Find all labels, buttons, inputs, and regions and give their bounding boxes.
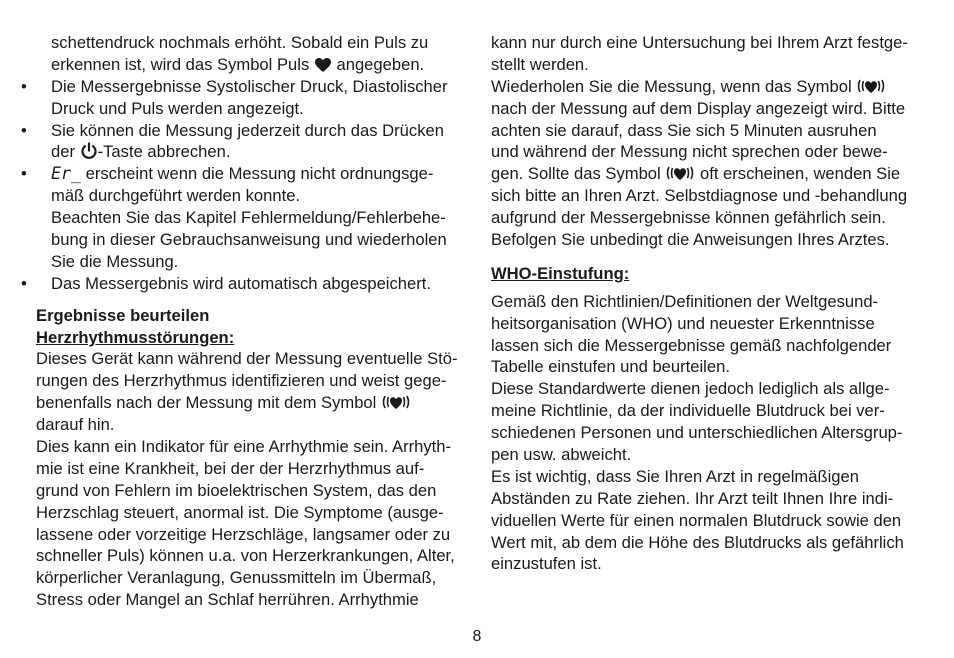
power-icon <box>80 142 98 160</box>
text-fragment: erkennen ist, wird das Symbol Puls <box>51 54 310 74</box>
text-line: pen usw. abweicht. <box>491 445 632 465</box>
text-line: achten sie darauf, dass Sie sich 5 Minuten ausruhen <box>491 120 877 140</box>
text-fragment: oft erscheinen, wenden Sie <box>699 164 901 184</box>
text-line: bung in dieser Gebrauchsanweisung und wiederholen <box>51 230 447 250</box>
text-line: aufgrund der Messergebnisse können gefährlich sein. <box>491 208 886 228</box>
text-line: lassene oder vorzeitige Herzschläge, langsamer oder zu <box>36 524 451 544</box>
text-line: heitsorganisation (WHO) und neuester Erkenntnisse <box>491 313 875 333</box>
text-line: nach der Messung auf dem Display angezeigt wird. Bitte <box>491 98 906 118</box>
text-line: Beachten Sie das Kapitel Fehlermeldung/Fehlerbehe- <box>51 208 446 228</box>
text-line: körperlicher Veranlagung, Genussmitteln im Übermaß, <box>36 568 437 588</box>
text-line: schiedenen Personen und unterschiedlichen Altersgrup- <box>491 423 903 443</box>
right-column <box>491 32 923 575</box>
text-line <box>491 163 923 185</box>
section-subheading: Herzrhythmusstörungen: <box>36 327 235 347</box>
bullet-item: • Das Messergebnis wird automatisch abgespeichert. <box>36 273 466 295</box>
text-line: stellt werden. <box>491 54 589 74</box>
text-fragment: Wiederholen Sie die Messung, wenn das Symbol <box>491 76 852 96</box>
text-line: kann nur durch eine Untersuchung bei Ihrem Arzt festge- <box>491 33 908 52</box>
text-line: Dieses Gerät kann während der Messung eventuelle Stö- <box>36 349 458 369</box>
text-line: grund von Fehlern im bioelektrischen System, das den <box>36 480 437 500</box>
text-line: schneller Puls) können u.a. von Herzerkrankungen, Alter, <box>36 546 455 566</box>
text-line: Es ist wichtig, dass Sie Ihren Arzt in regelmäßigen <box>491 466 859 486</box>
text-fragment: der <box>51 142 75 162</box>
text-line: Befolgen Sie unbedingt die Anweisungen Ihres Arztes. <box>491 230 890 250</box>
text-fragment: benenfalls nach der Messung mit dem Symbol <box>36 393 377 413</box>
page-number: 8 <box>472 628 482 645</box>
arrhythmia-icon <box>381 393 411 411</box>
text-fragment: erscheint wenn die Messung nicht ordnungsge- <box>85 164 434 184</box>
bullet-item: • Sie können die Messung jederzeit durch das Drücken <box>36 120 466 142</box>
text-line: lassen sich die Messergebnisse gemäß nachfolgender <box>491 335 892 355</box>
text-line: Tabelle einstufen und beurteilen. <box>491 357 730 377</box>
text-line: Wert mit, ab dem die Höhe des Blutdrucks als gefährlich <box>491 532 904 552</box>
section-subheading: WHO-Einstufung: <box>491 263 630 283</box>
text-line <box>36 54 466 76</box>
arrhythmia-icon <box>856 77 886 95</box>
text-fragment: angegeben. <box>336 54 425 74</box>
left-column <box>36 32 466 611</box>
text-line: sich bitte an Ihren Arzt. Selbstdiagnose und -behandlung <box>491 186 908 206</box>
arrhythmia-icon <box>665 164 695 182</box>
text-line: Abständen zu Rate ziehen. Ihr Arzt teilt Ihnen Ihre indi- <box>491 488 894 508</box>
text-fragment: gen. Sollte das Symbol <box>491 164 661 184</box>
error-code: Er_ <box>51 164 81 184</box>
text-line <box>36 392 466 414</box>
text-line: rungen des Herzrhythmus identifizieren und weist gege- <box>36 371 447 391</box>
text-line: viduellen Werte für einen normalen Blutdruck sowie den <box>491 510 902 530</box>
bullet-item: • Die Messergebnisse Systolischer Druck, Diastolischer <box>36 76 466 98</box>
text-line: Druck und Puls werden angezeigt. <box>51 98 304 118</box>
text-line: Diese Standardwerte dienen jedoch lediglich als allge- <box>491 379 890 399</box>
bullet-item <box>36 163 466 185</box>
text-line: schettendruck nochmals erhöht. Sobald ein Puls zu <box>51 33 429 52</box>
heart-icon <box>314 57 332 73</box>
text-line: Stress oder Mangel an Schlaf herrühren. Arrhythmie <box>36 590 419 610</box>
text-line: mäß durchgeführt werden konnte. <box>51 186 301 206</box>
text-line: mie ist eine Krankheit, bei der der Herzrhythmus auf- <box>36 458 425 478</box>
text-line: Sie die Messung. <box>51 251 179 271</box>
text-line: Dies kann ein Indikator für eine Arrhythmie sein. Arrhyth- <box>36 437 452 457</box>
text-line: darauf hin. <box>36 415 115 435</box>
text-line <box>36 141 466 163</box>
text-line: meine Richtlinie, da der individuelle Blutdruck bei ver- <box>491 401 885 421</box>
text-fragment: -Taste abbrechen. <box>97 142 231 162</box>
text-line: einzustufen ist. <box>491 554 602 574</box>
text-line: und während der Messung nicht sprechen oder bewe- <box>491 142 888 162</box>
text-line: Gemäß den Richtlinien/Definitionen der Weltgesund- <box>491 291 879 311</box>
text-line <box>491 76 923 98</box>
section-heading: Ergebnisse beurteilen <box>36 305 210 325</box>
text-line: Herzschlag steuert, anormal ist. Die Symptome (ausge- <box>36 502 444 522</box>
